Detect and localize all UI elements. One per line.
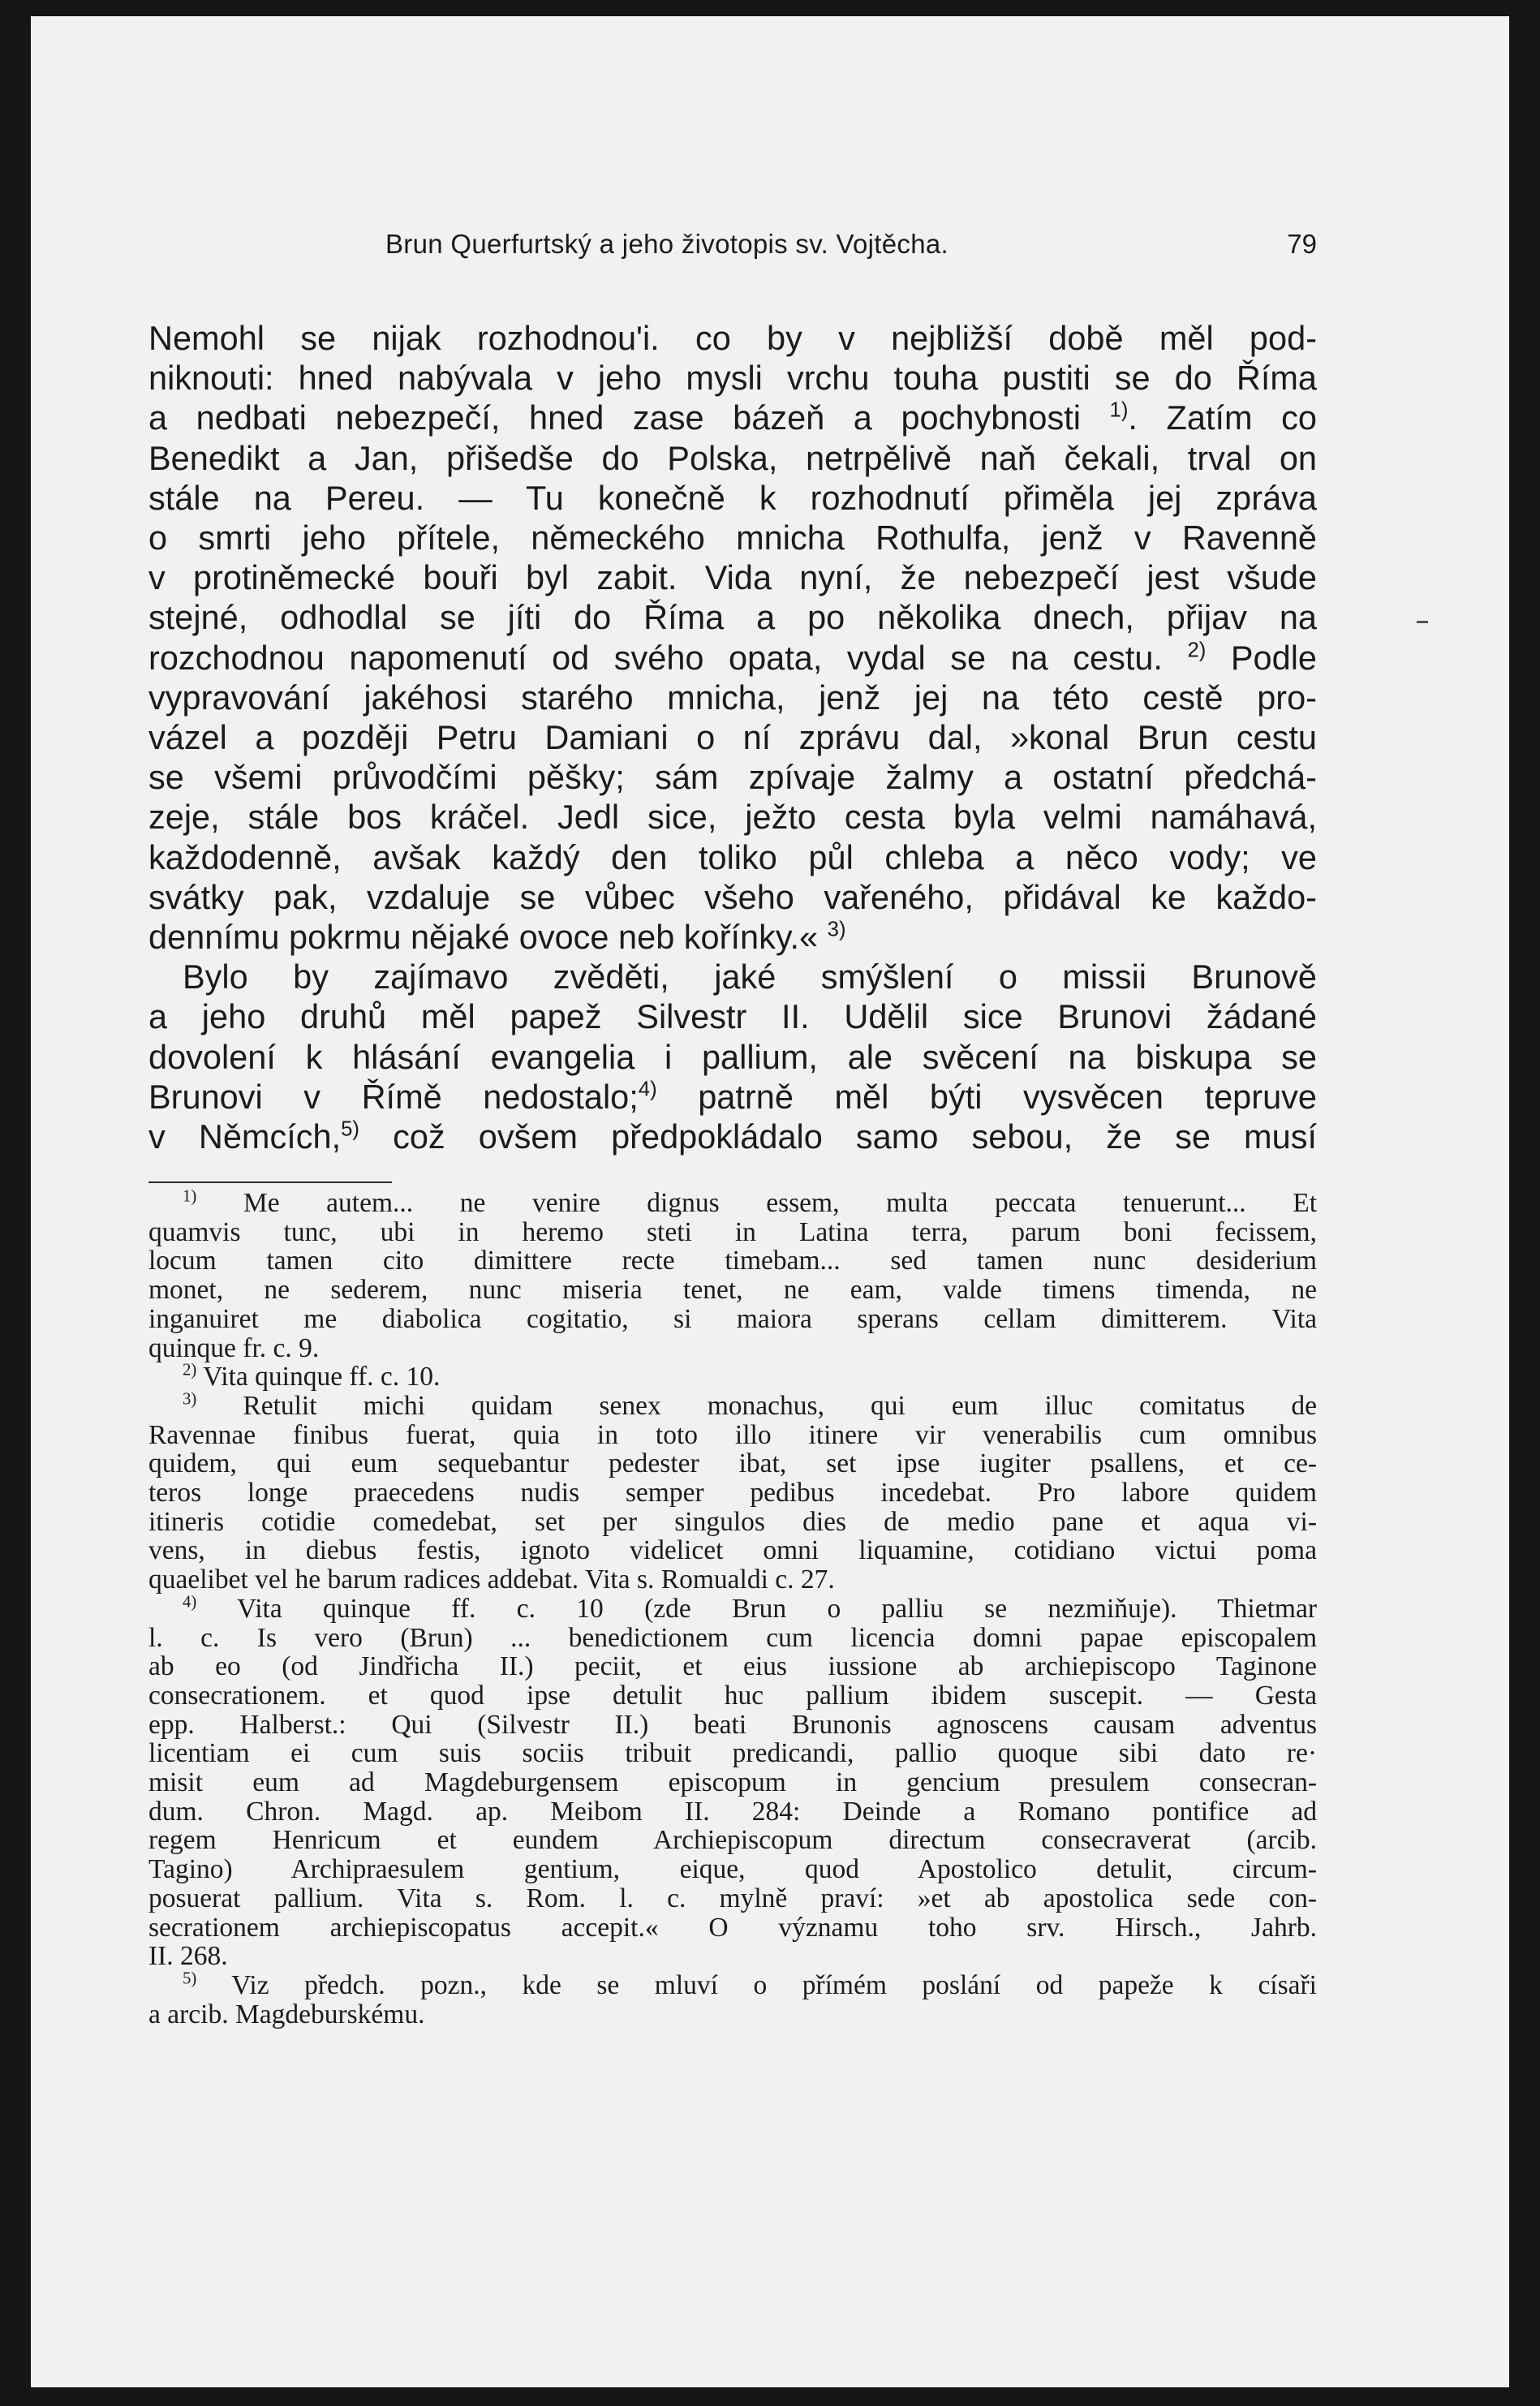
text-line: a jeho druhů měl papež Silvestr II. Udělil sice Brunovi žádané	[148, 997, 1317, 1036]
footnote-line: licentiam ei cum suis sociis tribuit predicandi, pallio quoque sibi dato re·	[148, 1738, 1317, 1769]
footnote-line: $^{2)}$ Vita quinque ff. c. 10.	[183, 1360, 441, 1392]
footnote-line: locum tamen cito dimittere recte timebam... sed tamen nunc desiderium	[148, 1246, 1317, 1276]
footnote-line: $^{5)}$ Viz předch. pozn., kde se mluví o přímém poslání od papeže k císaři	[183, 1969, 1317, 2000]
text-line: o smrti jeho přítele, německého mnicha Rothulfa, jenž v Ravenně	[148, 519, 1317, 557]
margin-mark	[1417, 621, 1428, 623]
footnote-line: itineris cotidie comedebat, set per singulos dies de medio pane et aqua vi-	[148, 1506, 1317, 1537]
footnote-3	[148, 1389, 1318, 1595]
text-line: Bylo by zajímavo zvěděti, jaké smýšlení o missii Brunově	[183, 958, 1317, 996]
footnote-line: Ravennae finibus fuerat, quia in toto illo itinere vir venerabilis cum omnibus	[148, 1419, 1317, 1450]
footnote-ref: 4)	[638, 1078, 657, 1101]
text-line: Brunovi v Římě nedostalo;$^{4)}$ patrně měl býti vysvěcen tepruve	[148, 1077, 1317, 1116]
text-line: vypravování jakéhosi starého mnicha, jenž jej na této cestě pro-	[148, 678, 1317, 717]
footnote-line: consecrationem. et quod ipse detulit huc pallium ibidem suscepit. — Gesta	[148, 1680, 1317, 1711]
footnote-line: inganuiret me diabolica cogitatio, si maiora sperans cellam dimitterem. Vita	[148, 1303, 1317, 1334]
main-text	[148, 318, 1317, 1156]
footnote-rule	[148, 1181, 392, 1183]
footnote-line: a arcib. Magdeburskému.	[148, 1999, 425, 2029]
footnote-4	[148, 1592, 1317, 1972]
footnote-line: quamvis tunc, ubi in heremo steti in Latina terra, parum boni fecissem,	[148, 1216, 1317, 1247]
footnote-line: posuerat pallium. Vita s. Rom. l. c. mylně praví: »et ab apostolica sede con-	[148, 1883, 1317, 1913]
text-line: každodenně, avšak každý den toliko půl chleba a něco vody; ve	[148, 837, 1317, 876]
footnote-line: secrationem archiepiscopatus accepit.« O významu toho srv. Hirsch., Jahrb.	[148, 1912, 1317, 1943]
footnote-line: ab eo (od Jindřicha II.) peciit, et eius iussione ab archiepiscopo Taginone	[148, 1651, 1317, 1682]
footnote-line: dum. Chron. Magd. ap. Meibom II. 284: Deinde a Romano pontifice ad	[148, 1796, 1317, 1827]
page-number: 79	[1287, 229, 1317, 259]
running-header	[173, 229, 1317, 278]
footnote-ref: 2)	[1187, 639, 1207, 662]
footnote-line: II. 268.	[148, 1941, 228, 1972]
footnote-line: misit eum ad Magdeburgensem episcopum in gencium presulem consecran-	[148, 1767, 1317, 1798]
footnote-ref: 3)	[827, 918, 846, 941]
footnote-5	[148, 1971, 1317, 2029]
text-line: se všemi průvodčími pěšky; sám zpívaje žalmy a ostatní předchá-	[148, 758, 1317, 797]
text-line: rozchodnou napomenutí od svého opata, vydal se na cestu. $^{2)}$ Podle	[148, 638, 1318, 677]
footnote-line: $^{1)}$ Me autem... ne venire dignus essem, multa peccata tenuerunt... Et	[183, 1186, 1318, 1218]
footnote-line: quidem, qui eum sequebantur pedester ibat, set ipse iugiter psallens, et ce-	[148, 1448, 1317, 1479]
text-line: v protiněmecké bouři byl zabit. Vida nyní, že nebezpečí jest všude	[148, 558, 1317, 597]
paragraph-2	[148, 957, 1317, 1156]
footnote-line: monet, ne sederem, nunc miseria tenet, ne eam, valde timens timenda, ne	[148, 1275, 1317, 1306]
footnote-line: Tagino) Archipraesulem gentium, eique, quod Apostolico detulit, circum-	[148, 1854, 1317, 1885]
footnote-line: epp. Halberst.: Qui (Silvestr II.) beati Brunonis agnoscens causam adventus	[148, 1709, 1317, 1740]
text-line: svátky pak, vzdaluje se vůbec všeho vařeného, přidával ke každo-	[148, 877, 1317, 916]
text-line: niknouti: hned nabývala v jeho mysli vrchu touha pustiti se do Říma	[148, 359, 1317, 398]
footnotes	[148, 1186, 1318, 2029]
text-line: dovolení k hlásání evangelia i pallium, ale svěcení na biskupa se	[148, 1037, 1317, 1076]
footnote-line: l. c. Is vero (Brun) ... benedictionem cum licencia domni papae episcopalem	[148, 1622, 1317, 1653]
text-line: zeje, stále bos kráčel. Jedl sice, ježto cesta byla velmi namáhavá,	[148, 798, 1317, 837]
footnote-line: $^{3)}$ Retulit michi quidam senex monachus, qui eum illuc comitatus de	[183, 1389, 1318, 1421]
paragraph-1	[148, 318, 1317, 957]
text-line: vázel a později Petru Damiani o ní zprávu dal, »konal Brun cestu	[148, 718, 1317, 757]
footnote-ref: 5)	[341, 1117, 359, 1141]
footnote-1	[148, 1186, 1318, 1363]
footnote-line: quinque fr. c. 9.	[148, 1332, 320, 1363]
footnote-line: vens, in diebus festis, ignoto videlicet omni liquamine, cotidiano victui poma	[148, 1535, 1317, 1566]
text-line: v Němcích,$^{5)}$ což ovšem předpokládalo samo sebou, že se musí	[148, 1117, 1317, 1156]
text-line: Benedikt a Jan, přišedše do Polska, netrpělivě naň čekali, trval on	[148, 438, 1317, 477]
footnote-line: quaelibet vel he barum radices addebat. Vita s. Romualdi c. 27.	[148, 1565, 835, 1595]
book-page	[31, 16, 1509, 2387]
footnote-2	[148, 1362, 1317, 1392]
text-line: a nedbati nebezpečí, hned zase bázeň a pochybnosti $^{1)}$. Zatím co	[148, 398, 1318, 437]
text-line: stejné, odhodlal se jíti do Říma a po několika dnech, přijav na	[148, 598, 1317, 637]
text-line: stále na Pereu. — Tu konečně k rozhodnutí přiměla jej zpráva	[148, 478, 1317, 517]
footnote-line: regem Henricum et eundem Archiepiscopum directum consecraverat (arcib.	[148, 1825, 1317, 1856]
text-line: Nemohl se nijak rozhodnou'i. co by v nejbližší době měl pod-	[148, 319, 1317, 357]
footnote-ref: 1)	[1109, 398, 1129, 422]
footnote-line: $^{4)}$ Vita quinque ff. c. 10 (zde Brun o palliu se nezmiňuje). Thietmar	[183, 1592, 1317, 1624]
running-title: Brun Querfurtský a jeho životopis sv. Vojtěcha.	[385, 229, 949, 259]
footnote-line: teros longe praecedens nudis semper pedibus incedebat. Pro labore quidem	[148, 1478, 1317, 1509]
text-line: dennímu pokrmu nějaké ovoce neb kořínky.« $^{3)}$	[148, 918, 846, 957]
